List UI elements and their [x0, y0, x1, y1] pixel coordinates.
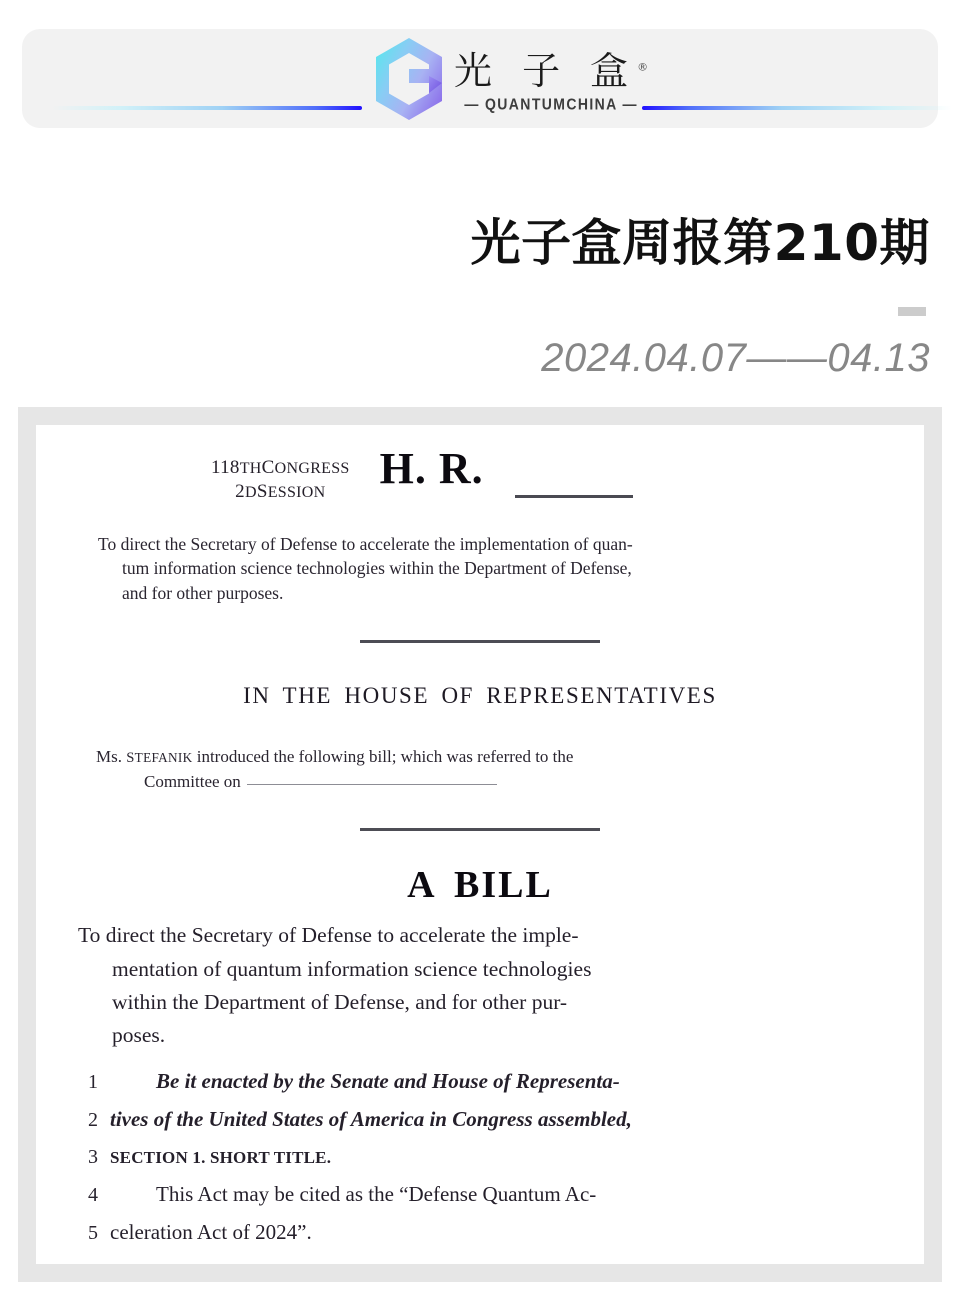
- decorative-gradient-rule-right: [642, 106, 952, 110]
- bill-sponsor-line-1: Ms. STEFANIK introduced the following bill; which was referred to the: [96, 747, 574, 767]
- bill-purpose-paragraph: [78, 919, 878, 1052]
- bill-hr-number-blank: [515, 495, 633, 498]
- brand-wordmark-cn: [454, 48, 649, 93]
- bill-hr-block: [379, 444, 484, 493]
- bill-line: [36, 1106, 924, 1131]
- page-title: 光子盒周报第210期: [470, 214, 930, 272]
- bill-line-number: 5: [88, 1221, 98, 1244]
- title-divider-dash: [898, 307, 926, 316]
- bill-congress-line: 118THCONGRESS: [211, 457, 350, 478]
- bill-sponsor-note: [96, 745, 864, 794]
- bill-rule-top: [360, 640, 600, 643]
- registered-trademark-icon: ®: [637, 60, 649, 74]
- bill-line: [36, 1219, 924, 1244]
- bill-purpose-line-4: poses.: [112, 1023, 166, 1048]
- bill-line-text: SECTION 1. SHORT TITLE.: [110, 1147, 332, 1167]
- bill-line-text: tives of the United States of America in Congress assembled,: [110, 1106, 632, 1131]
- bill-a-bill-heading: A BILL: [407, 864, 553, 907]
- bill-line-number: 2: [88, 1108, 98, 1131]
- bill-session-line: 2DSESSION: [235, 480, 326, 502]
- bill-line: [36, 1181, 924, 1206]
- bill-long-title: [98, 532, 862, 607]
- brand-wordmark-group: [454, 47, 648, 111]
- brand-lockup: [372, 36, 648, 122]
- bill-line-number: 4: [88, 1183, 98, 1206]
- bill-line-number: 1: [88, 1070, 98, 1093]
- bill-line: [36, 1068, 924, 1093]
- bill-chamber-heading: IN THE HOUSE OF REPRESENTATIVES: [243, 683, 717, 709]
- bill-committee-blank: [247, 784, 497, 785]
- bill-line-text: This Act may be cited as the “Defense Quantum Ac-: [156, 1181, 597, 1206]
- brand-tagline: — QUANTUMCHINA —: [464, 95, 638, 113]
- bill-rule-bottom: [360, 828, 600, 831]
- bill-sponsor-line-2: [96, 770, 864, 795]
- bill-hr-label: H. R.: [379, 444, 484, 493]
- bill-line-text: Be it enacted by the Senate and House of Representa-: [156, 1068, 620, 1093]
- issue-date-range: 2024.04.07——04.13: [541, 336, 930, 380]
- bill-purpose-line-3: within the Department of Defense, and for other pur-: [112, 989, 568, 1014]
- bill-numbered-lines: [36, 1068, 924, 1244]
- bill-long-title-line-1: To direct the Secretary of Defense to accelerate the implementation of quan-: [98, 533, 633, 554]
- bill-page: [36, 425, 924, 1264]
- bill-line-text: celeration Act of 2024”.: [110, 1219, 312, 1244]
- bill-long-title-line-2: tum information science technologies within the Department of Defense,: [122, 558, 632, 579]
- bill-document-frame: [18, 407, 942, 1282]
- bill-long-title-line-3: and for other purposes.: [122, 583, 284, 604]
- bill-line: [36, 1147, 924, 1167]
- bill-committee-label: Committee on: [144, 771, 241, 791]
- bill-purpose-line-1: To direct the Secretary of Defense to accelerate the imple-: [78, 923, 579, 948]
- bill-line-number: 3: [88, 1145, 98, 1168]
- decorative-gradient-rule-left: [52, 106, 362, 110]
- bill-congress-block: [211, 447, 350, 504]
- hexagon-g-logo-icon: [372, 36, 446, 122]
- bill-masthead: [211, 439, 924, 504]
- brand-wordmark-text: 光 子 盒: [454, 48, 638, 93]
- bill-purpose-line-2: mentation of quantum information science technologies: [112, 956, 592, 981]
